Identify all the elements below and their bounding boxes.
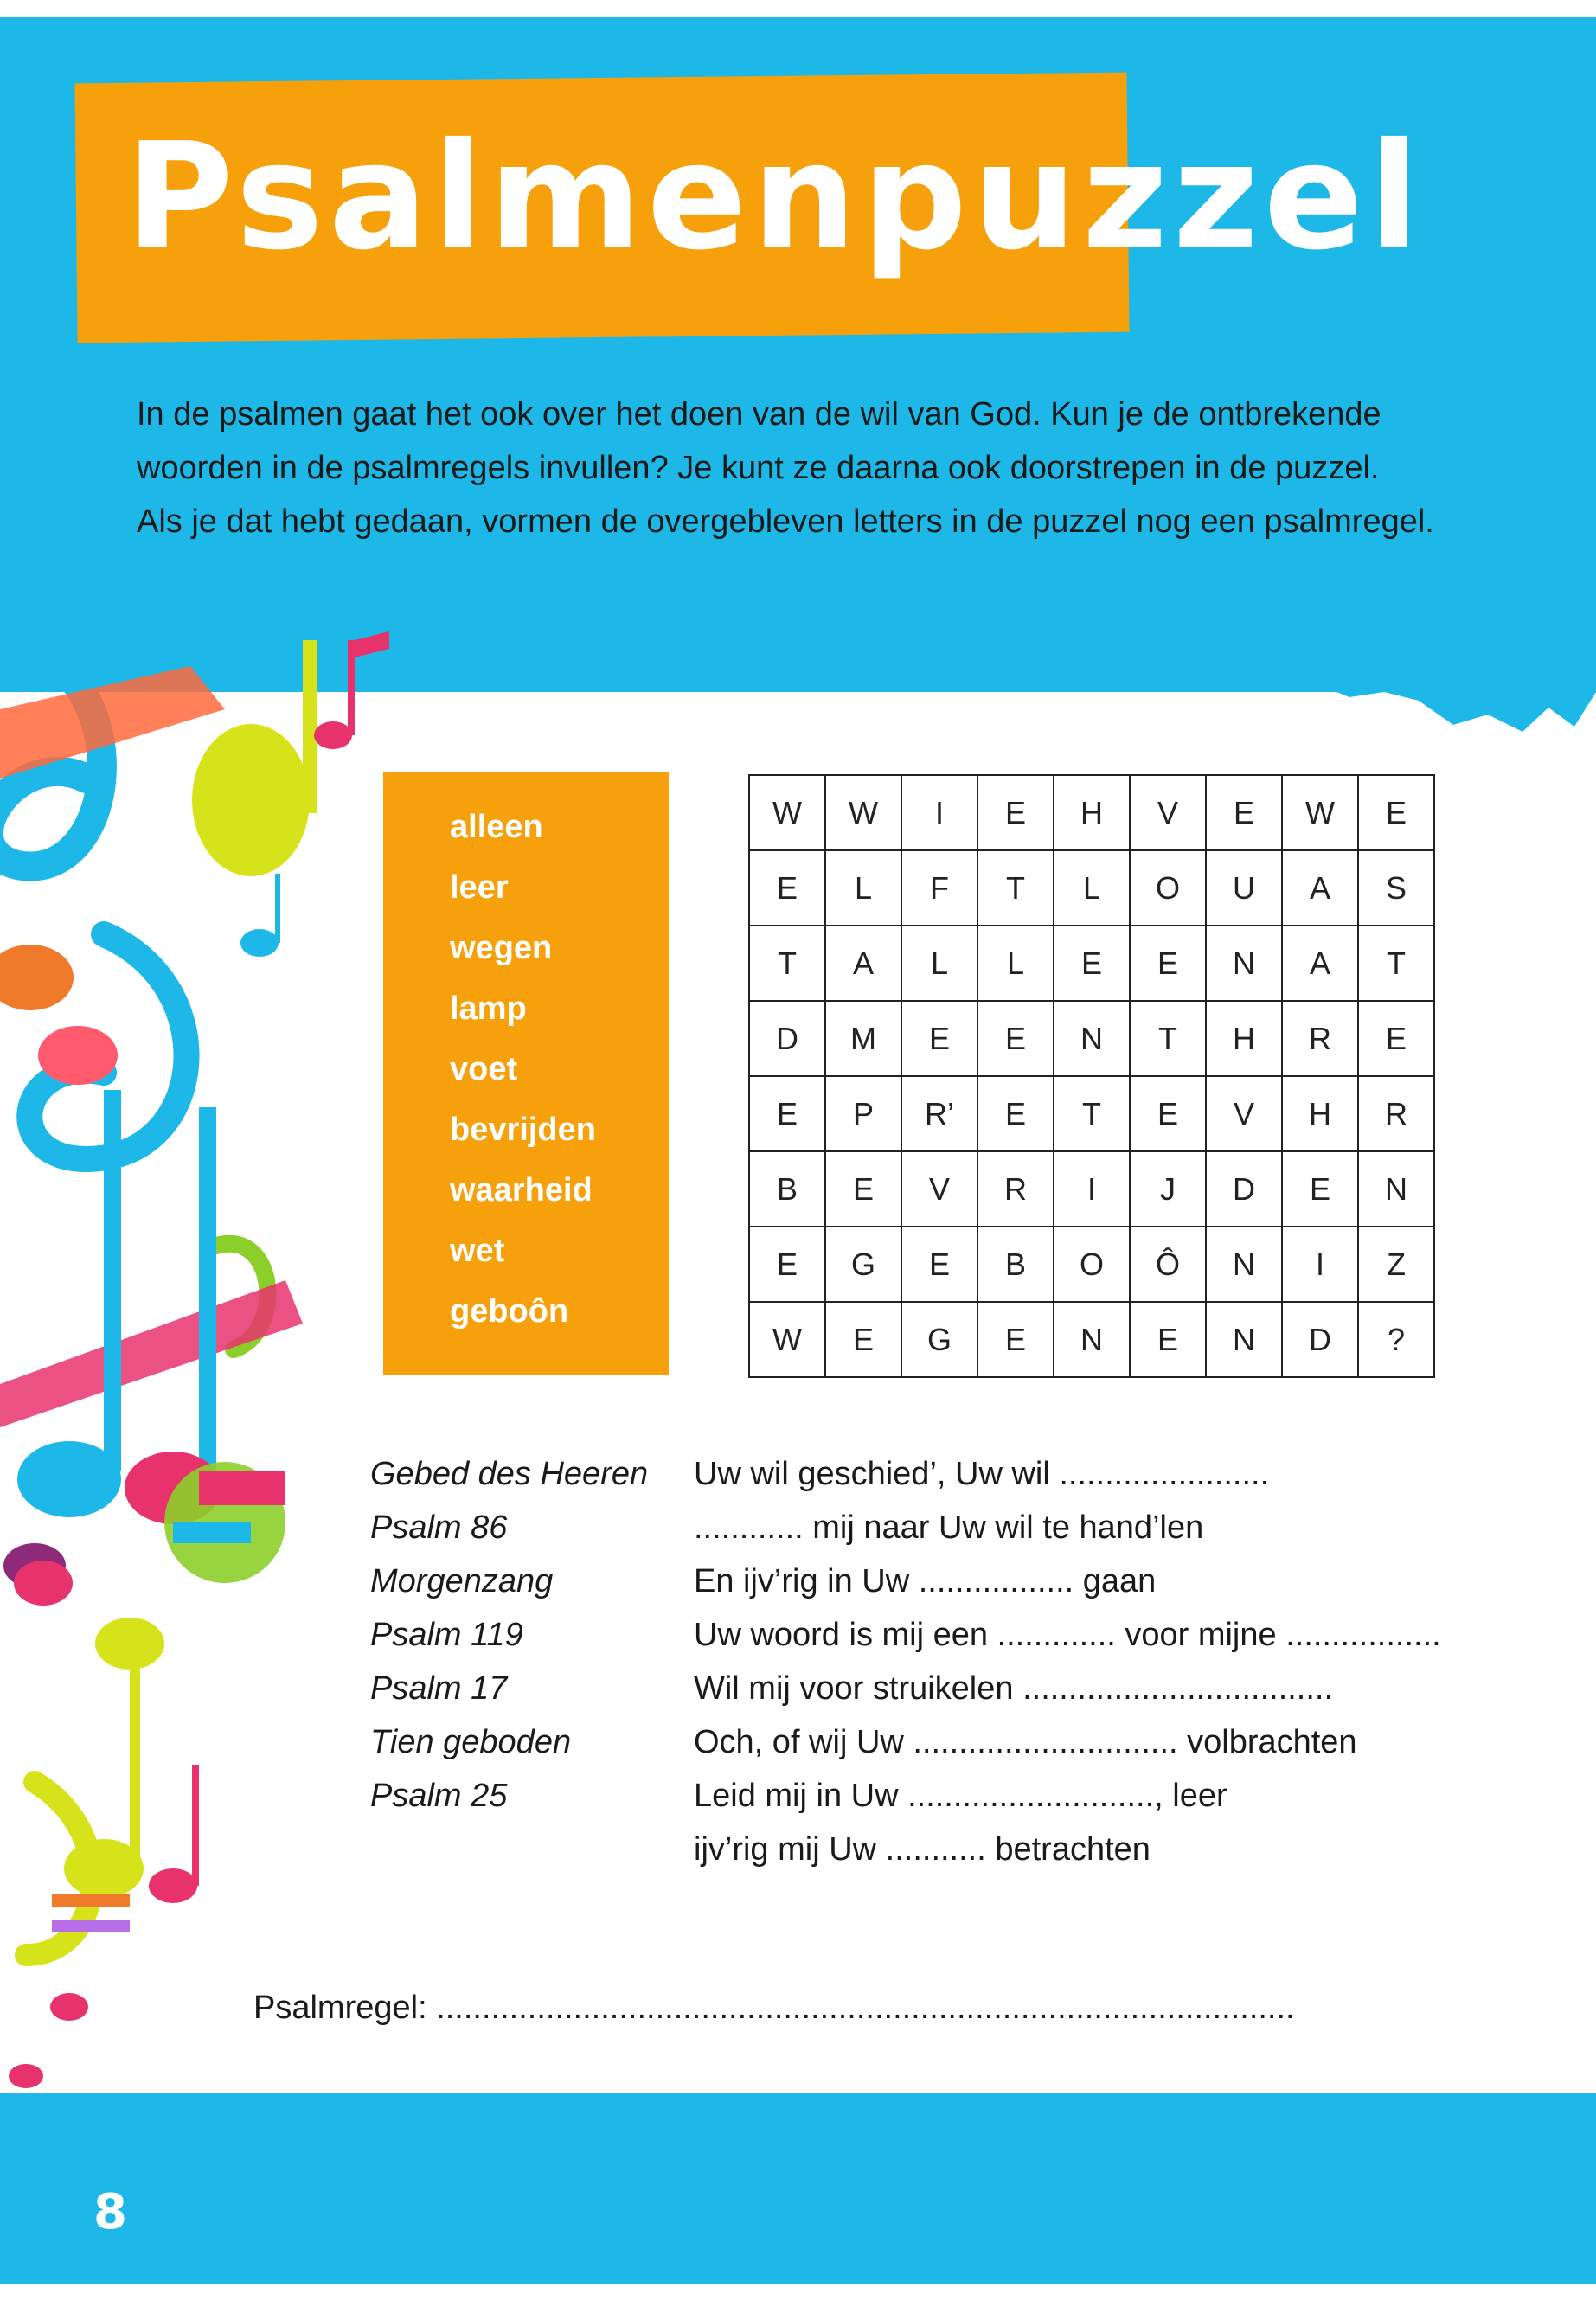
grid-cell: R <box>1282 1001 1358 1076</box>
word-search-grid <box>748 774 1435 1378</box>
word-list-item: leer <box>450 869 509 906</box>
clue-source: Psalm 119 <box>370 1617 523 1653</box>
clue-line: Uw wil geschied’, Uw wil ....................... <box>694 1456 1270 1492</box>
grid-cell: E <box>1130 1076 1206 1151</box>
grid-cell: E <box>1130 1302 1206 1377</box>
grid-cell: E <box>1358 1001 1434 1076</box>
grid-cell: T <box>749 926 825 1001</box>
grid-cell: I <box>901 775 977 850</box>
grid-cell: N <box>1206 1227 1282 1302</box>
grid-row <box>749 1302 1434 1377</box>
grid-cell: L <box>901 926 977 1001</box>
clue-source: Psalm 25 <box>370 1778 508 1814</box>
grid-cell: E <box>1206 775 1282 850</box>
word-list-item: geboôn <box>450 1293 569 1330</box>
page-number: 8 <box>93 2184 127 2240</box>
grid-cell: ? <box>1358 1302 1434 1377</box>
grid-cell: L <box>977 926 1054 1001</box>
grid-cell: L <box>1054 850 1130 926</box>
grid-cell: R <box>1358 1076 1434 1151</box>
word-list-item: alleen <box>450 809 543 845</box>
clue-source: Morgenzang <box>370 1563 554 1599</box>
clue-line: Och, of wij Uw ............................. volbrachten <box>694 1724 1357 1760</box>
word-list-item: voet <box>450 1051 518 1087</box>
clue-line: ............ mij naar Uw wil te hand’len <box>694 1509 1204 1546</box>
grid-cell: T <box>1130 1001 1206 1076</box>
grid-cell: R <box>977 1151 1054 1227</box>
grid-cell: A <box>1282 850 1358 926</box>
word-list-item: lamp <box>450 990 527 1027</box>
clue-source: Gebed des Heeren <box>370 1456 649 1492</box>
grid-cell: D <box>1206 1151 1282 1227</box>
grid-cell: N <box>1358 1151 1434 1227</box>
grid-cell: F <box>901 850 977 926</box>
intro-line: woorden in de psalmregels invullen? Je kunt ze daarna ook doorstrepen in de puzzel. <box>137 450 1380 486</box>
grid-cell: A <box>825 926 901 1001</box>
grid-cell: L <box>825 850 901 926</box>
grid-cell: W <box>749 775 825 850</box>
grid-cell: H <box>1282 1076 1358 1151</box>
grid-cell: D <box>749 1001 825 1076</box>
grid-cell: I <box>1054 1151 1130 1227</box>
intro-text <box>137 388 1486 548</box>
clue-line: ijv’rig mij Uw ........... betrachten <box>694 1831 1151 1868</box>
bottom-blue-banner <box>0 2093 1596 2284</box>
music-notes-decoration <box>0 606 450 2128</box>
grid-row <box>749 1076 1434 1151</box>
clue-source: Psalm 86 <box>370 1509 508 1546</box>
grid-cell: T <box>1054 1076 1130 1151</box>
clue-line: Wil mij voor struikelen .................................. <box>694 1670 1334 1707</box>
clue-source: Tien geboden <box>370 1724 572 1760</box>
grid-cell: E <box>977 1302 1054 1377</box>
clue-source: Psalm 17 <box>370 1670 508 1707</box>
grid-cell: D <box>1282 1302 1358 1377</box>
grid-cell: B <box>977 1227 1054 1302</box>
word-list-item: bevrijden <box>450 1112 596 1148</box>
grid-cell: O <box>1054 1227 1130 1302</box>
grid-cell: J <box>1130 1151 1206 1227</box>
grid-cell: P <box>825 1076 901 1151</box>
grid-cell: W <box>1282 775 1358 850</box>
grid-cell: E <box>901 1001 977 1076</box>
clue-line: En ijv’rig in Uw ................. gaan <box>694 1563 1157 1599</box>
grid-cell: E <box>1282 1151 1358 1227</box>
grid-row <box>749 926 1434 1001</box>
answer-line: Psalmregel: .............................................................................................. <box>253 1990 1295 2026</box>
grid-cell: E <box>977 1001 1054 1076</box>
grid-cell: T <box>977 850 1054 926</box>
intro-line: Als je dat hebt gedaan, vormen de overgebleven letters in de puzzel nog een psalmregel. <box>137 503 1434 540</box>
grid-cell: E <box>749 1227 825 1302</box>
clue-line: Leid mij in Uw ..........................., leer <box>694 1778 1227 1814</box>
grid-row <box>749 1001 1434 1076</box>
grid-cell: V <box>1130 775 1206 850</box>
grid-cell: B <box>749 1151 825 1227</box>
grid-cell: R’ <box>901 1076 977 1151</box>
grid-cell: E <box>977 1076 1054 1151</box>
grid-row <box>749 1151 1434 1227</box>
grid-cell: G <box>901 1302 977 1377</box>
grid-cell: E <box>749 1076 825 1151</box>
intro-line: In de psalmen gaat het ook over het doen van de wil van God. Kun je de ontbrekende <box>137 396 1381 433</box>
grid-row <box>749 1227 1434 1302</box>
grid-cell: E <box>1054 926 1130 1001</box>
grid-cell: E <box>1130 926 1206 1001</box>
grid-cell: T <box>1358 926 1434 1001</box>
grid-cell: W <box>825 775 901 850</box>
grid-cell: N <box>1206 1302 1282 1377</box>
grid-cell: O <box>1130 850 1206 926</box>
grid-cell: E <box>1358 775 1434 850</box>
grid-cell: S <box>1358 850 1434 926</box>
grid-cell: E <box>825 1151 901 1227</box>
grid-cell: M <box>825 1001 901 1076</box>
grid-cell: U <box>1206 850 1282 926</box>
grid-cell: G <box>825 1227 901 1302</box>
grid-row <box>749 775 1434 850</box>
grid-cell: N <box>1054 1302 1130 1377</box>
grid-cell: H <box>1206 1001 1282 1076</box>
grid-cell: E <box>901 1227 977 1302</box>
grid-cell: V <box>901 1151 977 1227</box>
grid-cell: E <box>977 775 1054 850</box>
word-list-item: wet <box>450 1233 505 1269</box>
grid-cell: Ô <box>1130 1227 1206 1302</box>
grid-cell: N <box>1054 1001 1130 1076</box>
grid-cell: A <box>1282 926 1358 1001</box>
word-list-item: waarheid <box>450 1172 593 1208</box>
grid-cell: E <box>825 1302 901 1377</box>
grid-cell: E <box>749 850 825 926</box>
grid-cell: W <box>749 1302 825 1377</box>
clue-line: Uw woord is mij een ............. voor mijne ................. <box>694 1617 1441 1653</box>
word-list-item: wegen <box>450 930 553 966</box>
grid-cell: H <box>1054 775 1130 850</box>
grid-cell: N <box>1206 926 1282 1001</box>
grid-cell: V <box>1206 1076 1282 1151</box>
grid-cell: Z <box>1358 1227 1434 1302</box>
grid-cell: I <box>1282 1227 1358 1302</box>
page-title: Psalmenpuzzel <box>125 112 1425 283</box>
grid-row <box>749 850 1434 926</box>
